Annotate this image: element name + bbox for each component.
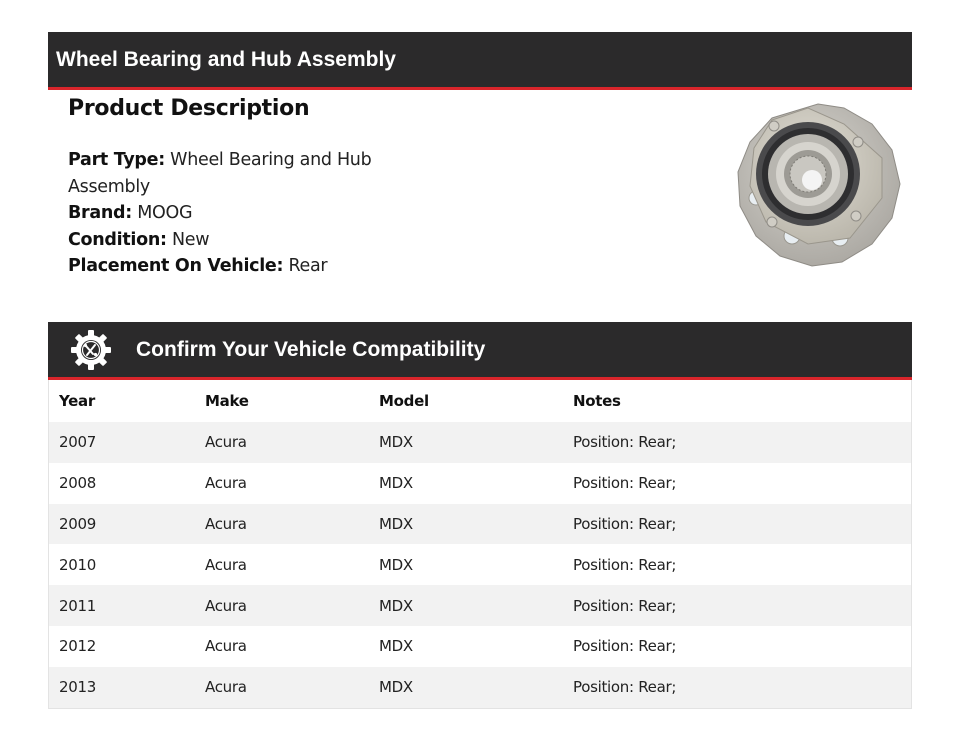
cell-notes: Position: Rear;: [573, 637, 677, 656]
description-details: [68, 147, 398, 280]
placement-line: [68, 253, 398, 280]
cell-make: Acura: [205, 514, 247, 533]
gear-wrench-icon: [70, 329, 112, 371]
part-type-line: [68, 147, 398, 200]
cell-model: MDX: [379, 678, 413, 697]
product-title: Wheel Bearing and Hub Assembly: [56, 47, 396, 71]
condition-label: Condition:: [68, 229, 167, 250]
part-type-value: Wheel Bearing and Hub Assembly: [68, 150, 372, 197]
cell-year: 2008: [59, 474, 96, 493]
brand-line: [68, 200, 398, 227]
wheel-hub-image: [732, 98, 904, 270]
description-heading: Product Description: [68, 96, 310, 121]
cell-year: 2011: [59, 596, 96, 615]
brand-value: MOOG: [131, 203, 193, 223]
table-row: [49, 626, 911, 667]
cell-year: 2013: [59, 678, 96, 697]
cell-model: MDX: [379, 637, 413, 656]
cell-notes: Position: Rear;: [573, 474, 677, 493]
cell-model: MDX: [379, 555, 413, 574]
cell-year: 2010: [59, 555, 96, 574]
table-row: [49, 463, 911, 504]
cell-year: 2009: [59, 514, 96, 533]
cell-make: Acura: [205, 555, 247, 574]
cell-notes: Position: Rear;: [573, 514, 677, 533]
table-row: [49, 585, 911, 626]
table-row: [49, 504, 911, 545]
cell-model: MDX: [379, 596, 413, 615]
compatibility-title: Confirm Your Vehicle Compatibility: [136, 337, 486, 361]
cell-model: MDX: [379, 433, 413, 452]
placement-value: Rear: [283, 256, 328, 276]
cell-year: 2007: [59, 433, 96, 452]
column-header-make: Make: [205, 392, 249, 410]
product-header-bar: [48, 32, 912, 90]
cell-notes: Position: Rear;: [573, 678, 677, 697]
cell-make: Acura: [205, 678, 247, 697]
table-header-row: [49, 380, 911, 422]
placement-label: Placement On Vehicle:: [68, 256, 284, 276]
column-header-year: Year: [59, 392, 95, 410]
cell-make: Acura: [205, 474, 247, 493]
compatibility-header-bar: [48, 322, 912, 380]
condition-line: [68, 227, 398, 254]
cell-notes: Position: Rear;: [573, 555, 677, 574]
cell-notes: Position: Rear;: [573, 433, 677, 452]
cell-notes: Position: Rear;: [573, 596, 677, 615]
brand-label: Brand:: [68, 203, 132, 223]
condition-value: New: [166, 229, 210, 250]
table-row: [49, 422, 911, 463]
cell-make: Acura: [205, 596, 247, 615]
part-type-label: Part Type:: [68, 150, 165, 170]
cell-model: MDX: [379, 474, 413, 493]
cell-model: MDX: [379, 514, 413, 533]
compatibility-table: [48, 380, 912, 709]
table-row: [49, 544, 911, 585]
column-header-model: Model: [379, 392, 429, 410]
table-row: [49, 667, 911, 708]
cell-make: Acura: [205, 637, 247, 656]
column-header-notes: Notes: [573, 392, 621, 410]
product-description: [68, 96, 708, 280]
cell-year: 2012: [59, 637, 96, 656]
cell-make: Acura: [205, 433, 247, 452]
